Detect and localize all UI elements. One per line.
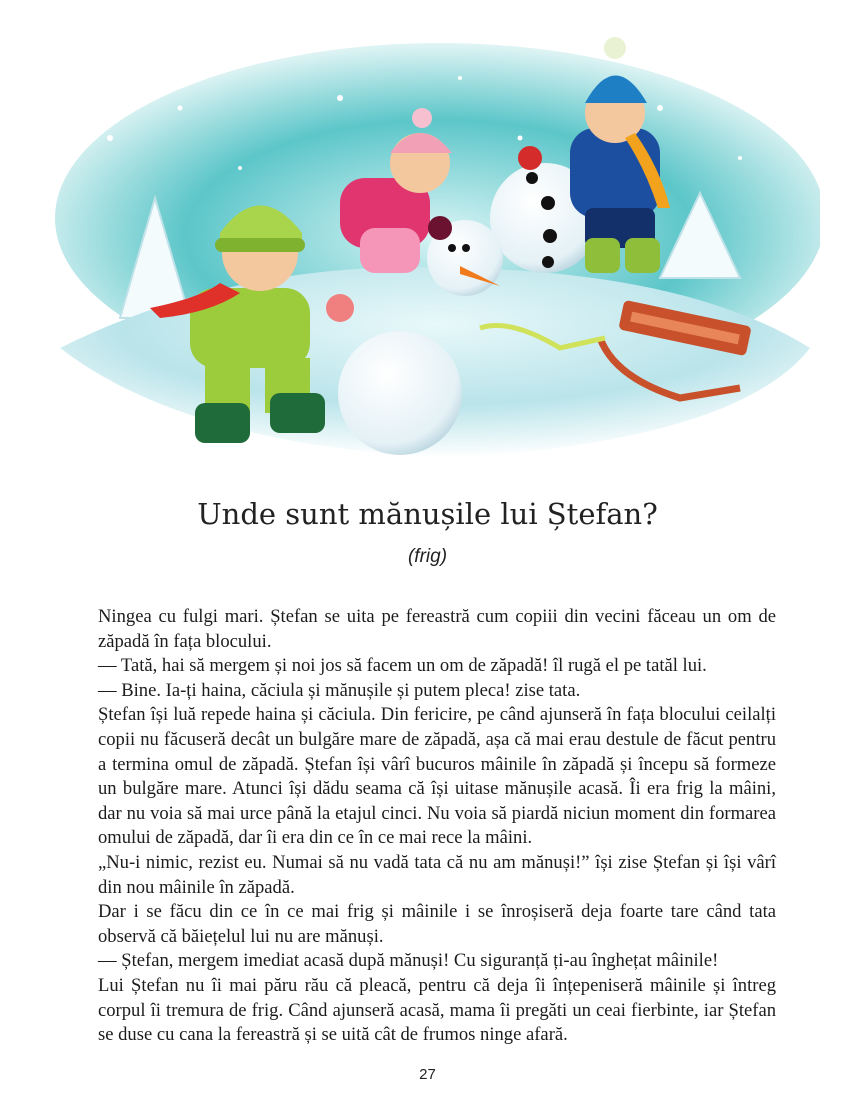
story-paragraph: „Nu-i nimic, rezist eu. Numai să nu vadă tata că nu am mănuși!” își zise Ștefan și își vârî din nou mâinile în zăpadă. bbox=[98, 851, 776, 898]
story-paragraph: — Tată, hai să mergem și noi jos să facem un om de zăpadă! îl rugă el pe tatăl lui. bbox=[98, 655, 707, 677]
story-paragraph: Ningea cu fulgi mari. Ștefan se uita pe fereastră cum copiii din vecini făceau un om de zăpadă în fața blocului. bbox=[98, 606, 776, 652]
story-paragraph: Ștefan își luă repede haina și căciula. Din fericire, pe când ajunseră în fața blocului ceilalți copii nu făcuseră decât un bulgăre mare de zăpadă, așa că mai erau destule de făcut pentru a termina omul de zăpadă. Ștefan își vârî bucuros mâinile în zăpadă și începu să formeze un bulgăre mare. Atunci își dădu seama că își uitase mănușile acasă. Îi era frig la mâini, dar nu voia să mai urce până la etajul cinci. Nu voia să piardă niciun moment din formarea omului de zăpadă, dar îi era din ce în ce mai rece la mâini. bbox=[98, 704, 776, 849]
story-text bbox=[98, 605, 776, 1048]
story-paragraph: Lui Ștefan nu îi mai păru rău că pleacă, pentru că deja îi înțepeniseră mâinile și întreg corpul îi tremura de frig. Când ajunseră acasă, mama îi pregăti un ceai fierbinte, iar Ștefan se duse cu cana la fereastră și se uită cât de frumos ninge afară. bbox=[98, 974, 776, 1046]
page-number: 27 bbox=[419, 1066, 436, 1083]
story-paragraph: Dar i se făcu din ce în ce mai frig și mâinile i se înroșiseră deja foarte tare când tata observă că băiețelul lui nu are mănuși. bbox=[98, 901, 776, 947]
snowman-scene-icon bbox=[40, 18, 820, 463]
story-subtitle: (frig) bbox=[407, 546, 448, 567]
story-title: Unde sunt mănușile lui Ștefan? bbox=[197, 497, 658, 531]
story-paragraph: — Bine. Ia-ți haina, căciula și mănușile și putem pleca! zise tata. bbox=[98, 679, 581, 701]
story-paragraph: — Ștefan, mergem imediat acasă după mănuși! Cu siguranță ți-au înghețat mâinile! bbox=[98, 950, 719, 972]
winter-illustration bbox=[40, 18, 820, 463]
